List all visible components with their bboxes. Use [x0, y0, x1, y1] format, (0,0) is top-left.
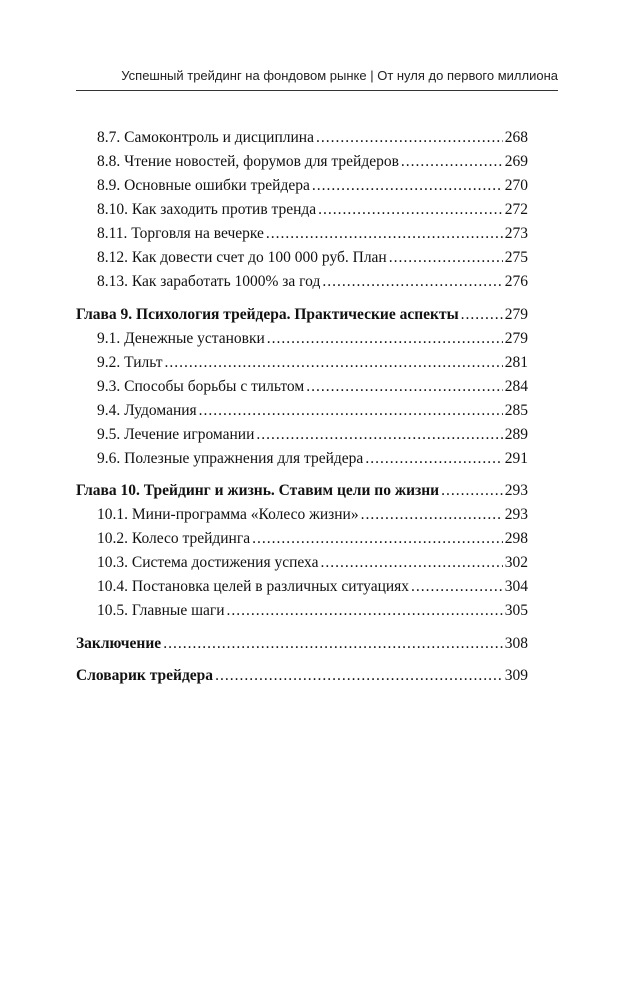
toc-page-number: 281: [504, 353, 528, 371]
dot-leader: [322, 270, 502, 294]
toc-entry-9-5[interactable]: [76, 423, 528, 447]
toc-entry-title: 9.1. Денежные установки: [97, 329, 265, 347]
toc-entry-8-7[interactable]: [76, 126, 528, 150]
toc-entry-title: 9.6. Полезные упражнения для трейдера: [97, 449, 364, 467]
toc-entry-8-8[interactable]: [76, 150, 528, 174]
toc-entry-8-10[interactable]: [76, 198, 528, 222]
toc-entry-9-1[interactable]: [76, 327, 528, 351]
toc-page-number: 272: [504, 201, 528, 218]
dot-leader: [227, 599, 503, 623]
dot-leader: [266, 222, 503, 246]
toc-entry-title: 9.4. Лудомания: [97, 401, 197, 419]
dot-leader: [318, 198, 503, 222]
toc-entry-title: 8.7. Самоконтроль и дисциплина: [97, 129, 314, 146]
toc-entry-title: 10.3. Система достижения успеха: [97, 554, 319, 571]
toc-entry-9-3[interactable]: [76, 375, 528, 399]
toc-chapter-title: Заключение: [76, 634, 162, 652]
toc-entry-10-2[interactable]: [76, 527, 528, 551]
toc-page-number: 305: [504, 602, 528, 619]
toc-entry-8-9[interactable]: [76, 174, 528, 198]
running-header: Успешный трейдинг на фондовом рынке | От нуля до первого миллиона: [121, 68, 558, 83]
toc-entry-10-3[interactable]: [76, 551, 528, 575]
toc-entry-title: 8.10. Как заходить против тренда: [97, 201, 317, 218]
toc-entry-title: 9.3. Способы борьбы с тильтом: [97, 377, 305, 395]
toc-page-number: 270: [504, 177, 528, 194]
toc-entry-title: 10.5. Главные шаги: [97, 602, 225, 619]
toc-entry-8-11[interactable]: [76, 222, 528, 246]
toc-page-number: 291: [504, 449, 528, 467]
dot-leader: [252, 527, 503, 551]
dot-leader: [361, 503, 503, 527]
toc-page-number: 302: [504, 554, 528, 571]
toc-chapter-title: Словарик трейдера: [76, 667, 214, 684]
dot-leader: [199, 399, 503, 423]
dot-leader: [316, 126, 503, 150]
toc-entry-title: 9.5. Лечение игромании: [97, 425, 255, 443]
toc-page-number: 275: [504, 249, 528, 266]
toc-page-number: 285: [504, 401, 528, 419]
dot-leader: [312, 174, 503, 198]
toc-entry-title: 10.1. Мини-программа «Колесо жизни»: [97, 506, 359, 523]
toc-entry-title: 8.12. Как довести счет до 100 000 руб. План: [97, 249, 387, 266]
toc-page-number: 268: [504, 129, 528, 146]
toc-entry-10-4[interactable]: [76, 575, 528, 599]
toc-page-number: 308: [504, 634, 528, 652]
toc-page-number: 293: [504, 506, 528, 523]
toc-page-number: 293: [504, 482, 528, 499]
toc-entry-title: 10.4. Постановка целей в различных ситуациях: [97, 578, 410, 595]
dot-leader: [320, 551, 502, 575]
toc-glossary[interactable]: [76, 664, 528, 688]
toc-page-number: 284: [504, 377, 528, 395]
toc-entry-title: 10.2. Колесо трейдинга: [97, 530, 251, 547]
toc-page-number: 289: [504, 425, 528, 443]
toc-entry-9-2[interactable]: [76, 351, 528, 375]
toc-entry-10-1[interactable]: [76, 503, 528, 527]
toc-conclusion[interactable]: [76, 632, 528, 656]
toc-entry-title: 9.2. Тильт: [97, 353, 163, 371]
toc-chapter-title: Глава 9. Психология трейдера. Практические аспекты: [76, 305, 459, 323]
toc-page-number: 276: [504, 273, 528, 290]
toc-chapter-title: Глава 10. Трейдинг и жизнь. Ставим цели по жизни: [76, 482, 440, 499]
dot-leader: [401, 150, 503, 174]
header-rule: [76, 90, 558, 91]
toc-chapter-9[interactable]: [76, 303, 528, 327]
toc-entry-9-4[interactable]: [76, 399, 528, 423]
toc-entry-title: 8.11. Торговля на вечерке: [97, 225, 264, 242]
toc-entry-8-12[interactable]: [76, 246, 528, 270]
toc-page-number: 304: [504, 578, 528, 595]
dot-leader: [215, 664, 503, 688]
dot-leader: [461, 303, 503, 327]
toc-page-number: 279: [504, 329, 528, 347]
toc-entry-9-6[interactable]: [76, 447, 528, 471]
toc-page-number: 269: [504, 153, 528, 170]
dot-leader: [441, 479, 503, 503]
toc-entry-8-13[interactable]: [76, 270, 528, 294]
toc-entry-title: 8.13. Как заработать 1000% за год: [97, 273, 321, 290]
toc-entry-title: 8.8. Чтение новостей, форумов для трейдеров: [97, 153, 399, 170]
table-of-contents: [76, 126, 528, 688]
toc-page-number: 298: [504, 530, 528, 547]
toc-page-number: 273: [504, 225, 528, 242]
toc-page-number: 279: [504, 305, 528, 323]
toc-entry-10-5[interactable]: [76, 599, 528, 623]
dot-leader: [165, 351, 503, 375]
dot-leader: [411, 575, 503, 599]
dot-leader: [389, 246, 503, 270]
dot-leader: [256, 423, 502, 447]
dot-leader: [365, 447, 502, 471]
dot-leader: [163, 632, 503, 656]
dot-leader: [306, 375, 503, 399]
toc-entry-title: 8.9. Основные ошибки трейдера: [97, 177, 310, 194]
dot-leader: [267, 327, 503, 351]
toc-page-number: 309: [504, 667, 528, 684]
toc-chapter-10[interactable]: [76, 479, 528, 503]
